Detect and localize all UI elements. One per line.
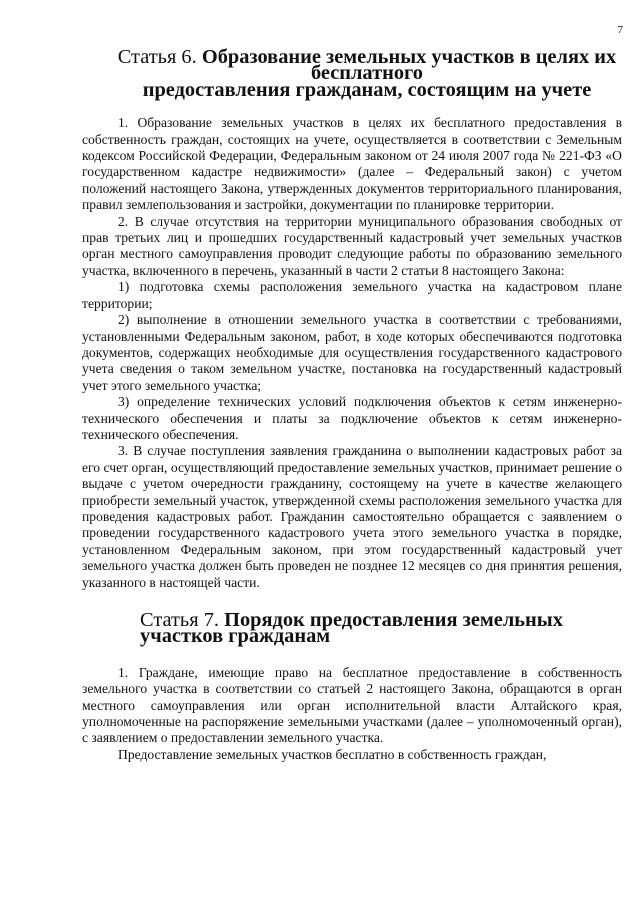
article-7-paragraph-1: 1. Граждане, имеющие право на бесплатное предоставление в собственность земельного участка в соответствии со статьей 2 настоящего Закона, обращаются в орган местного самоуправления или орган исполнительной власти Алтайского края, уполномоченные на распоряжение земельными участками (далее – уполномоченный орган), с заявлением о предоставлении земельного участка. (82, 664, 622, 746)
article-6-heading (82, 46, 622, 101)
article-6-title-line-1: Образование земельных участков в целях их бесплатного (201, 46, 617, 85)
article-6-subitem-2: 2) выполнение в отношении земельного участка в соответствии с требованиями, установленными Федеральным законом, работ, в ходе которых обеспечиваются подготовка документов, содержащих необходимые для осуществления государственного кадастрового учета сведения о таком земельном участке, постановка на государственный кадастровый учет этого земельного участка; (82, 312, 622, 393)
article-7-title: Порядок предоставления земельных участков гражданам (140, 609, 563, 648)
article-6-paragraph-2: 2. В случае отсутствия на территории муниципального образования свободных от прав третьих лиц и прошедших государственный кадастровый учет земельных участков орган местного самоуправления проводит следующие работы по образованию земельного участка, включенного в перечень, указанный в части 2 статьи 8 настоящего Закона: (82, 213, 622, 278)
page-number: 7 (617, 24, 623, 36)
article-6-subitem-3: 3) определение технических условий подключения объектов к сетям инженерно-технического обеспечения и платы за подключение объектов к сетям инженерно-технического обеспечения. (82, 394, 622, 442)
article-6-paragraph-1: 1. Образование земельных участков в целях их бесплатного предоставления в собственность граждан, состоящих на учете, осуществляется в соответствии с Земельным кодексом Российской Федерации, Федеральным законом от 24 июля 2007 года № 221-ФЗ «О государственном кадастре недвижимости» (далее – Федеральный закон) с учетом положений настоящего Закона, утвержденных документов территориального планирования, правил землепользования и застройки, документации по планировке территории. (82, 115, 622, 213)
document-body (82, 47, 622, 763)
article-6-subitem-1: 1) подготовка схемы расположения земельного участка на кадастровом плане территории; (82, 279, 622, 311)
article-7-paragraph-2: Предоставление земельных участков бесплатно в собственность граждан, (118, 746, 547, 762)
article-6-title-line-2: предоставления гражданам, состоящим на учете (142, 78, 592, 101)
article-6-paragraph-3: 3. В случае поступления заявления гражданина о выполнении кадастровых работ за его счет орган, осуществляющий предоставление земельных участков, принимает решение о выдаче с учетом очередности гражданину, состоящему на учете в качестве желающего приобрести земельный участок, утвержденной схемы расположения земельного участка для проведения кадастровых работ. Гражданин самостоятельно обращается с заявлением о проведении государственного кадастрового учета этого земельного участка в порядке, установленном Федеральным законом, при этом государственный кадастровый учет земельного участка должен быть проведен не позднее 12 месяцев со дня принятия решения, указанного в настоящей части. (82, 443, 622, 590)
article-6-label: Статья 6. (117, 46, 197, 68)
article-7-label: Статья 7. (140, 609, 219, 631)
article-7-heading (140, 609, 622, 648)
